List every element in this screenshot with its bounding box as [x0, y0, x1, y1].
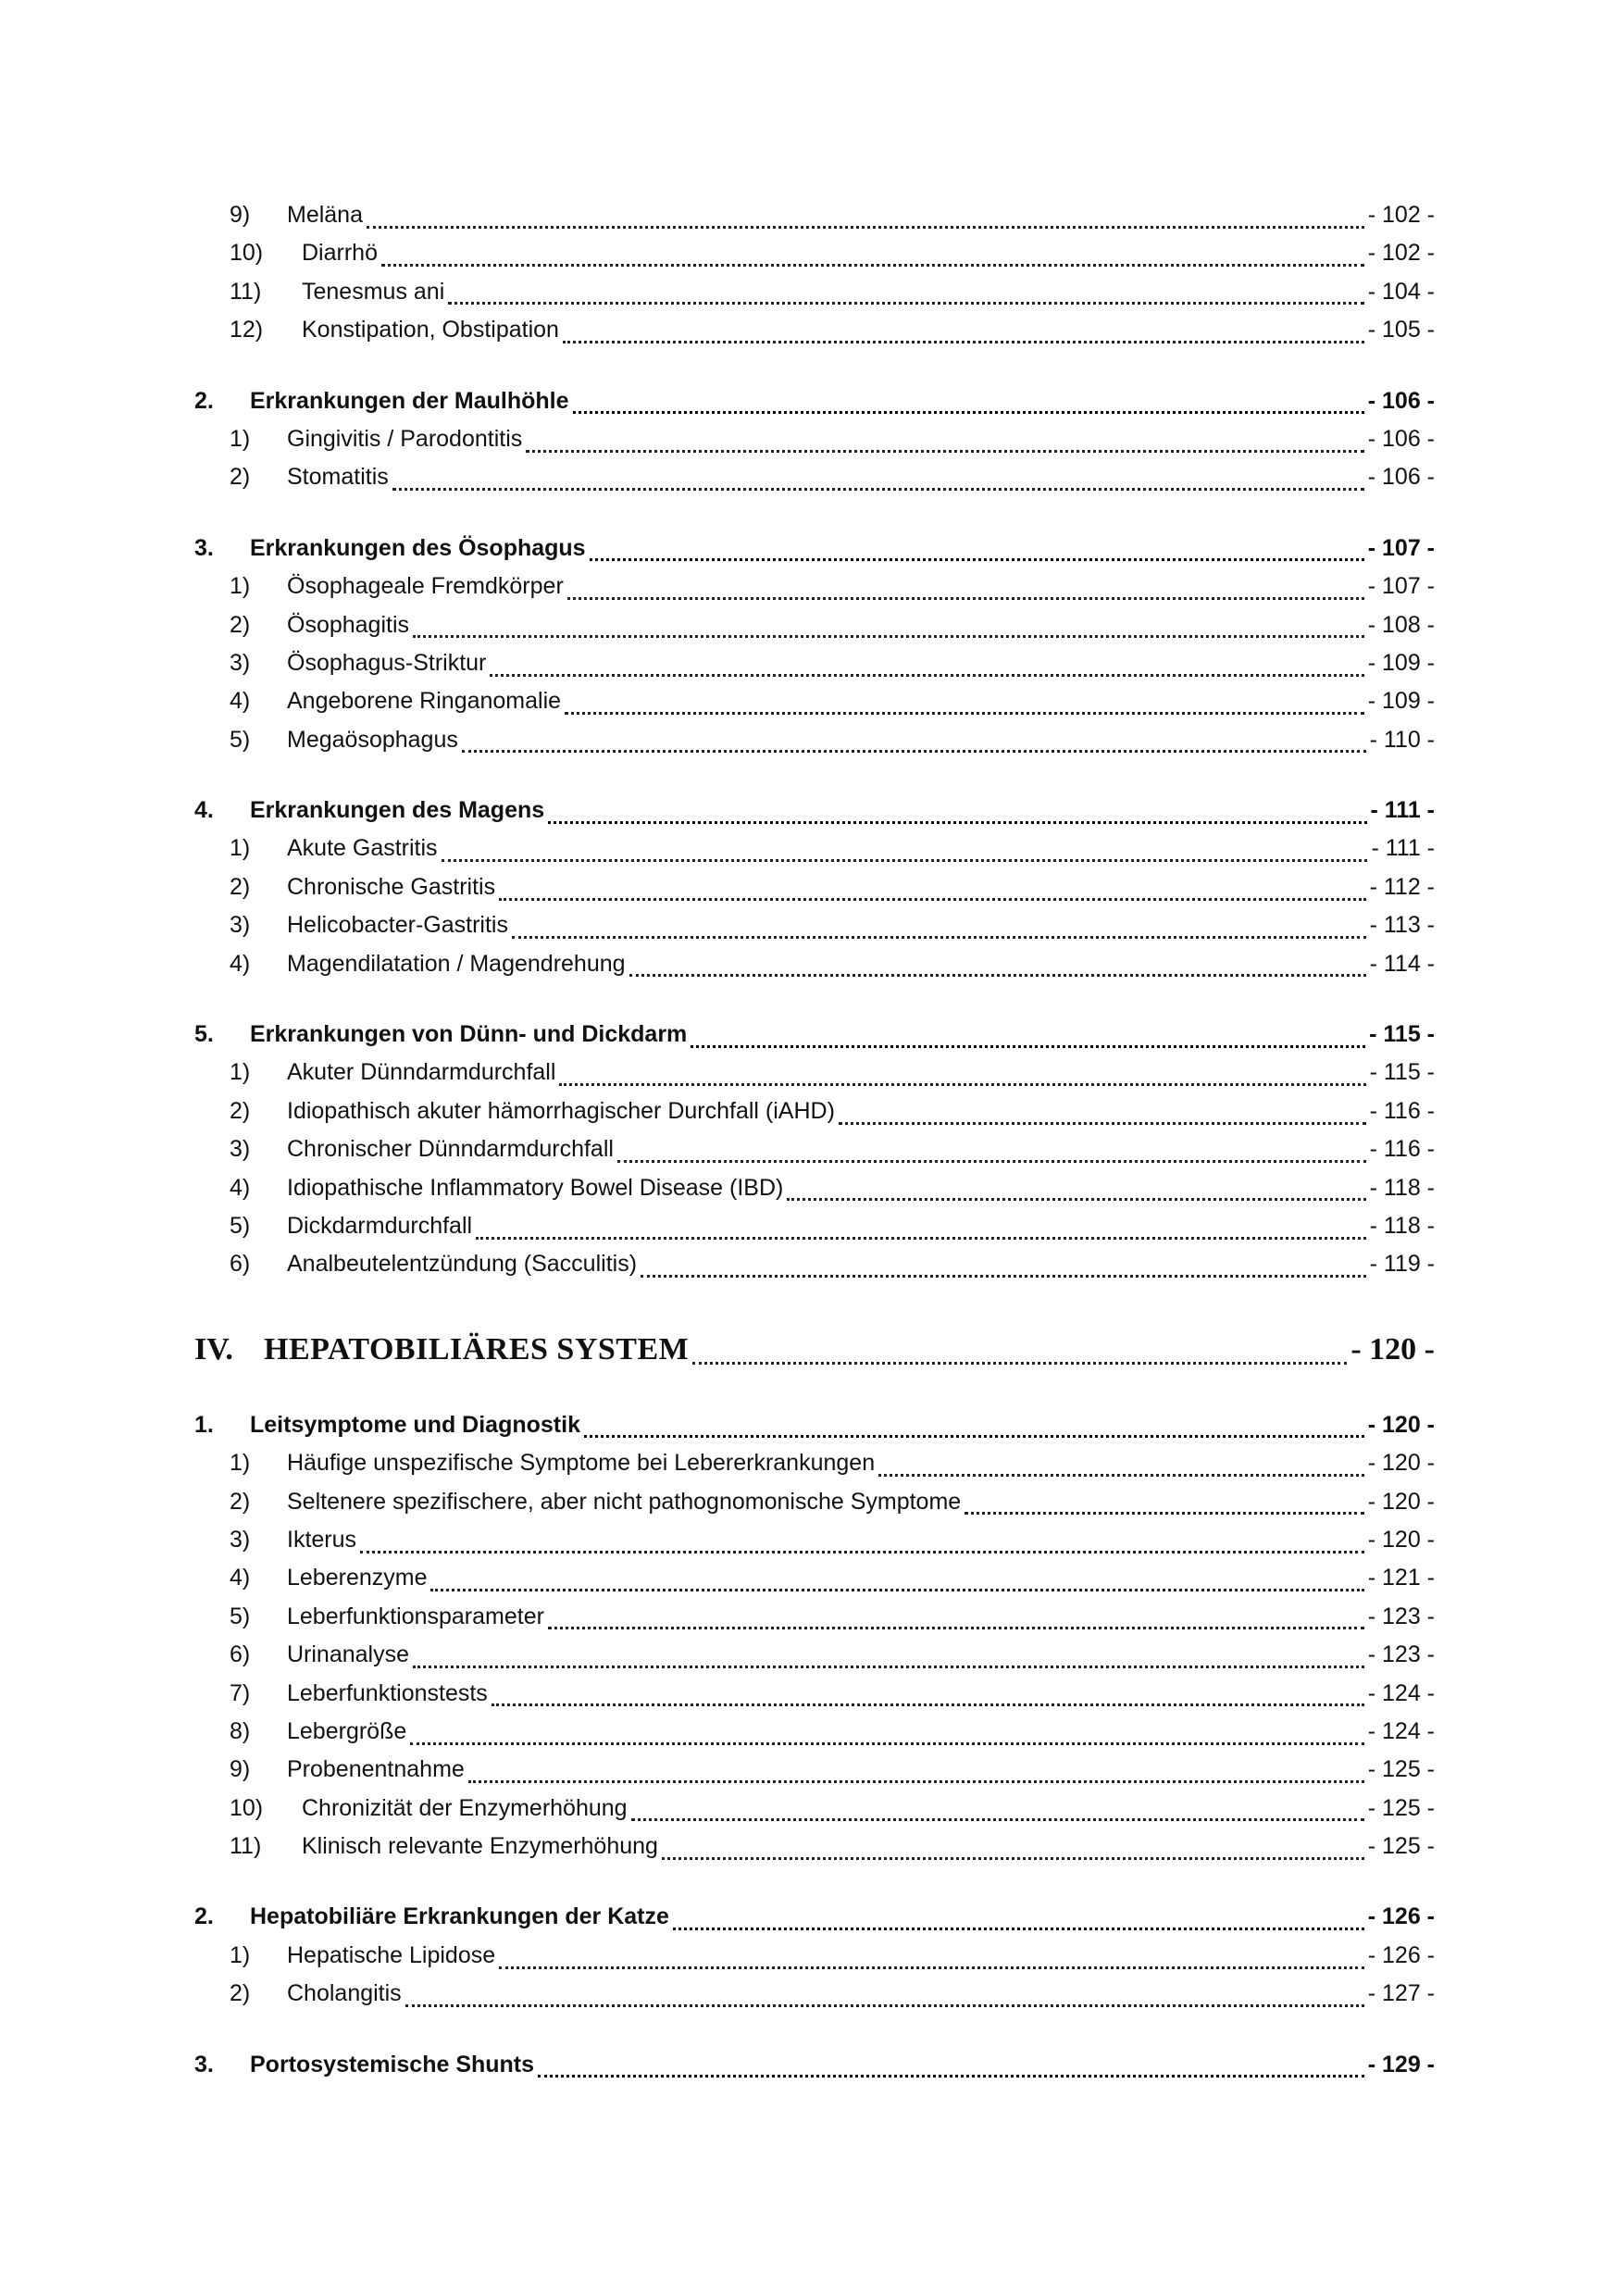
toc-entry-number: 1): [230, 1450, 251, 1477]
toc-entry[interactable]: [194, 1937, 1435, 1975]
toc-entry-page: - 124 -: [1367, 1717, 1435, 1744]
toc-section-number: 2.: [194, 387, 214, 414]
toc-entry-title: Chronizität der Enzymerhöhung: [302, 1794, 628, 1821]
toc-entry-title: Megaösophagus: [287, 726, 458, 753]
toc-entry-page: - 123 -: [1367, 1641, 1435, 1668]
toc-entry[interactable]: [194, 1130, 1435, 1168]
spacer: [194, 1374, 1435, 1406]
toc-section-number: 4.: [194, 797, 214, 824]
toc-entry-title: Klinisch relevante Enzymerhöhung: [302, 1833, 658, 1860]
toc-entry-title: Lebergröße: [287, 1717, 407, 1744]
toc-entry-page: - 125 -: [1367, 1833, 1435, 1860]
toc-entry-number: 1): [230, 573, 251, 600]
dot-leader: [405, 1992, 1364, 2011]
spacer: [194, 1866, 1435, 1898]
dot-leader: [567, 585, 1364, 604]
toc-entry-number: 6): [230, 1251, 251, 1278]
spacer: [194, 497, 1435, 530]
table-of-contents: [194, 196, 1435, 2084]
toc-chapter-page: - 120 -: [1350, 1331, 1435, 1366]
toc-entry-title: Magendilatation / Magendrehung: [287, 950, 626, 977]
toc-entry-page: - 119 -: [1369, 1251, 1435, 1278]
toc-entry-page: - 109 -: [1367, 649, 1435, 676]
toc-entry-number: 2): [230, 1097, 251, 1124]
toc-entry-page: - 126 -: [1367, 1941, 1435, 1968]
toc-section-page: - 129 -: [1367, 2051, 1435, 2078]
dot-leader: [787, 1186, 1365, 1204]
toc-entry-page: - 118 -: [1369, 1212, 1435, 1239]
toc-section[interactable]: [194, 1016, 1435, 1054]
toc-section-page: - 120 -: [1367, 1411, 1435, 1438]
dot-leader: [548, 809, 1366, 828]
toc-entry-number: 3): [230, 649, 251, 676]
toc-entry-number: 4): [230, 1174, 251, 1201]
toc-section-title: Leitsymptome und Diagnostik: [250, 1411, 580, 1438]
toc-entry-title: Häufige unspezifische Symptome bei Lebererkrankungen: [287, 1450, 876, 1477]
toc-entry[interactable]: [194, 1713, 1435, 1751]
dot-leader: [662, 1845, 1364, 1864]
toc-entry-page: - 115 -: [1369, 1059, 1435, 1086]
toc-entry-number: 3): [230, 1526, 251, 1553]
spacer: [194, 983, 1435, 1016]
toc-entry-page: - 102 -: [1367, 240, 1435, 267]
toc-entry-page: - 108 -: [1367, 611, 1435, 638]
toc-entry-title: Chronische Gastritis: [287, 873, 496, 900]
toc-entry[interactable]: [194, 1245, 1435, 1283]
toc-entry-title: Idiopathische Inflammatory Bowel Disease (IBD): [287, 1174, 784, 1201]
dot-leader: [430, 1577, 1363, 1595]
toc-entry-title: Chronischer Dünndarmdurchfall: [287, 1136, 614, 1163]
toc-entry-number: 2): [230, 464, 251, 491]
toc-entry[interactable]: [194, 311, 1435, 349]
toc-section-title: Erkrankungen von Dünn- und Dickdarm: [250, 1021, 688, 1048]
toc-section-number: 5.: [194, 1021, 214, 1048]
toc-chapter-number: IV.: [194, 1331, 233, 1366]
dot-leader: [526, 438, 1363, 456]
toc-entry-number: 5): [230, 1212, 251, 1239]
toc-entry-page: - 114 -: [1369, 950, 1435, 977]
dot-leader: [367, 214, 1364, 232]
toc-entry-number: 2): [230, 611, 251, 638]
toc-entry-title: Analbeutelentzündung (Sacculitis): [287, 1251, 638, 1278]
toc-section-page: - 111 -: [1370, 797, 1435, 824]
toc-entry[interactable]: [194, 1483, 1435, 1521]
toc-entry-title: Konstipation, Obstipation: [302, 317, 559, 343]
dot-leader: [499, 1954, 1364, 1973]
toc-entry-number: 12): [230, 317, 264, 343]
toc-entry-number: 8): [230, 1717, 251, 1744]
toc-entry[interactable]: [194, 1092, 1435, 1130]
toc-entry[interactable]: [194, 945, 1435, 983]
spacer: [194, 2014, 1435, 2046]
toc-entry-page: - 116 -: [1369, 1097, 1435, 1124]
dot-leader: [413, 1653, 1364, 1672]
toc-entry[interactable]: [194, 196, 1435, 234]
toc-entry-number: 10): [230, 240, 264, 267]
toc-entry-title: Akute Gastritis: [287, 835, 438, 862]
toc-entry[interactable]: [194, 1444, 1435, 1482]
dot-leader: [617, 1148, 1366, 1167]
toc-section[interactable]: [194, 1406, 1435, 1444]
toc-entry-page: - 120 -: [1367, 1526, 1435, 1553]
toc-entry[interactable]: [194, 1751, 1435, 1789]
toc-entry-number: 3): [230, 1136, 251, 1163]
toc-entry[interactable]: [194, 1169, 1435, 1207]
toc-entry-page: - 109 -: [1367, 688, 1435, 715]
toc-entry-title: Seltenere spezifischere, aber nicht pathognomonische Symptome: [287, 1488, 962, 1515]
toc-entry-title: Leberenzyme: [287, 1565, 428, 1591]
dot-leader: [492, 1691, 1364, 1710]
toc-entry[interactable]: [194, 868, 1435, 906]
dot-leader: [512, 924, 1366, 942]
toc-entry-number: 1): [230, 835, 251, 862]
toc-entry-number: 10): [230, 1794, 264, 1821]
spacer: [194, 1284, 1435, 1326]
toc-entry[interactable]: [194, 420, 1435, 458]
dot-leader: [563, 329, 1364, 347]
toc-entry[interactable]: [194, 1828, 1435, 1866]
toc-entry-title: Cholangitis: [287, 1980, 402, 2007]
toc-entry-title: Stomatitis: [287, 464, 389, 491]
dot-leader: [442, 847, 1368, 866]
toc-entry-title: Akuter Dünndarmdurchfall: [287, 1059, 556, 1086]
toc-entry-page: - 102 -: [1367, 202, 1435, 228]
toc-entry[interactable]: [194, 682, 1435, 720]
toc-entry[interactable]: [194, 721, 1435, 759]
toc-section-title: Erkrankungen des Ösophagus: [250, 534, 586, 561]
dot-leader: [548, 1615, 1364, 1633]
dot-leader: [476, 1225, 1366, 1243]
dot-leader: [878, 1462, 1364, 1480]
toc-entry-number: 1): [230, 1059, 251, 1086]
dot-leader: [410, 1730, 1363, 1749]
dot-leader: [965, 1500, 1364, 1518]
dot-leader: [490, 662, 1363, 680]
toc-entry-title: Diarrhö: [302, 240, 378, 267]
toc-entry-page: - 106 -: [1367, 425, 1435, 452]
dot-leader: [538, 2063, 1364, 2081]
toc-entry[interactable]: [194, 1675, 1435, 1713]
toc-entry-title: Tenesmus ani: [302, 278, 445, 305]
toc-entry[interactable]: [194, 458, 1435, 496]
toc-section-page: - 115 -: [1369, 1021, 1435, 1048]
toc-entry-title: Gingivitis / Parodontitis: [287, 425, 523, 452]
dot-leader: [468, 1768, 1364, 1787]
toc-entry[interactable]: [194, 1054, 1435, 1092]
spacer: [194, 350, 1435, 382]
toc-entry[interactable]: [194, 906, 1435, 944]
dot-leader: [392, 476, 1364, 494]
toc-section-number: 2.: [194, 1903, 214, 1930]
toc-entry-page: - 124 -: [1367, 1679, 1435, 1706]
toc-entry-page: - 125 -: [1367, 1794, 1435, 1821]
toc-section-page: - 106 -: [1367, 387, 1435, 414]
toc-entry-title: Meläna: [287, 202, 363, 228]
toc-entry-title: Ösophagitis: [287, 611, 410, 638]
toc-entry-page: - 118 -: [1369, 1174, 1435, 1201]
toc-entry-title: Leberfunktionsparameter: [287, 1603, 544, 1629]
toc-entry-page: - 105 -: [1367, 317, 1435, 343]
toc-entry[interactable]: [194, 644, 1435, 682]
toc-section[interactable]: [194, 2046, 1435, 2084]
toc-entry-number: 11): [230, 1833, 262, 1860]
toc-entry-page: - 111 -: [1371, 835, 1435, 862]
toc-entry-number: 2): [230, 1980, 251, 2007]
toc-entry-title: Urinanalyse: [287, 1641, 410, 1668]
toc-entry[interactable]: [194, 568, 1435, 605]
toc-entry-number: 4): [230, 688, 251, 715]
toc-entry-page: - 116 -: [1369, 1136, 1435, 1163]
dot-leader: [559, 1071, 1365, 1090]
dot-leader: [584, 1423, 1364, 1441]
toc-entry-title: Ösophagus-Striktur: [287, 649, 487, 676]
toc-entry-page: - 127 -: [1367, 1980, 1435, 2007]
dot-leader: [839, 1110, 1366, 1129]
toc-entry-number: 9): [230, 1756, 251, 1783]
toc-section-page: - 126 -: [1367, 1903, 1435, 1930]
toc-entry-title: Hepatische Lipidose: [287, 1941, 496, 1968]
dot-leader: [413, 623, 1364, 642]
toc-section-number: 3.: [194, 534, 214, 561]
toc-entry[interactable]: [194, 1790, 1435, 1828]
toc-entry-number: 3): [230, 912, 251, 939]
toc-section-title: Portosystemische Shunts: [250, 2051, 535, 2078]
toc-entry-number: 5): [230, 726, 251, 753]
toc-entry-number: 2): [230, 873, 251, 900]
dot-leader: [631, 1806, 1364, 1825]
toc-entry-page: - 120 -: [1367, 1450, 1435, 1477]
toc-section-number: 1.: [194, 1411, 214, 1438]
toc-entry-page: - 107 -: [1367, 573, 1435, 600]
dot-leader: [360, 1539, 1364, 1557]
toc-entry-page: - 106 -: [1367, 464, 1435, 491]
toc-entry-page: - 112 -: [1369, 873, 1435, 900]
toc-section-page: - 107 -: [1367, 534, 1435, 561]
toc-entry-title: Probenentnahme: [287, 1756, 465, 1783]
toc-entry-page: - 113 -: [1369, 912, 1435, 939]
dot-leader: [692, 1350, 1347, 1368]
dot-leader: [462, 738, 1366, 756]
toc-entry-page: - 121 -: [1367, 1565, 1435, 1591]
toc-entry[interactable]: [194, 830, 1435, 867]
toc-entry-title: Helicobacter-Gastritis: [287, 912, 508, 939]
dot-leader: [590, 546, 1364, 565]
toc-entry-title: Idiopathisch akuter hämorrhagischer Durchfall (iAHD): [287, 1097, 835, 1124]
toc-entry[interactable]: [194, 273, 1435, 311]
spacer: [194, 759, 1435, 792]
dot-leader: [691, 1033, 1365, 1052]
dot-leader: [629, 962, 1366, 980]
toc-entry[interactable]: [194, 1636, 1435, 1674]
toc-entry-title: Angeborene Ringanomalie: [287, 688, 562, 715]
toc-section-number: 3.: [194, 2051, 214, 2078]
toc-entry[interactable]: [194, 234, 1435, 272]
toc-entry-page: - 125 -: [1367, 1756, 1435, 1783]
dot-leader: [565, 700, 1364, 718]
toc-entry[interactable]: [194, 1975, 1435, 2013]
dot-leader: [641, 1263, 1366, 1281]
toc-entry-page: - 104 -: [1367, 278, 1435, 305]
toc-entry-number: 6): [230, 1641, 251, 1668]
toc-entry-number: 1): [230, 1941, 251, 1968]
toc-section-title: Erkrankungen der Maulhöhle: [250, 387, 569, 414]
toc-entry[interactable]: [194, 606, 1435, 644]
dot-leader: [673, 1915, 1364, 1934]
toc-entry-number: 1): [230, 425, 251, 452]
dot-leader: [381, 252, 1364, 270]
toc-chapter[interactable]: [194, 1326, 1435, 1374]
toc-section-title: Hepatobiliäre Erkrankungen der Katze: [250, 1903, 669, 1930]
toc-entry-title: Dickdarmdurchfall: [287, 1212, 473, 1239]
toc-section[interactable]: [194, 382, 1435, 420]
toc-entry[interactable]: [194, 1521, 1435, 1559]
toc-entry-title: Leberfunktionstests: [287, 1679, 488, 1706]
toc-chapter-title: HEPATOBILIÄRES SYSTEM: [264, 1331, 690, 1366]
toc-section-title: Erkrankungen des Magens: [250, 797, 545, 824]
toc-entry-number: 2): [230, 1488, 251, 1515]
dot-leader: [499, 886, 1366, 905]
toc-entry-number: 5): [230, 1603, 251, 1629]
toc-entry[interactable]: [194, 1598, 1435, 1636]
toc-entry-number: 9): [230, 202, 251, 228]
toc-entry-title: Ösophageale Fremdkörper: [287, 573, 564, 600]
toc-section[interactable]: [194, 530, 1435, 568]
toc-section[interactable]: [194, 792, 1435, 830]
toc-entry-page: - 123 -: [1367, 1603, 1435, 1629]
toc-entry-page: - 120 -: [1367, 1488, 1435, 1515]
toc-section[interactable]: [194, 1898, 1435, 1936]
toc-entry-number: 11): [230, 278, 262, 305]
toc-entry-number: 4): [230, 1565, 251, 1591]
toc-entry[interactable]: [194, 1559, 1435, 1597]
toc-entry-number: 4): [230, 950, 251, 977]
toc-entry-number: 7): [230, 1679, 251, 1706]
toc-entry[interactable]: [194, 1207, 1435, 1245]
toc-entry-title: Ikterus: [287, 1526, 357, 1553]
dot-leader: [448, 290, 1363, 308]
dot-leader: [573, 399, 1364, 418]
toc-entry-page: - 110 -: [1369, 726, 1435, 753]
